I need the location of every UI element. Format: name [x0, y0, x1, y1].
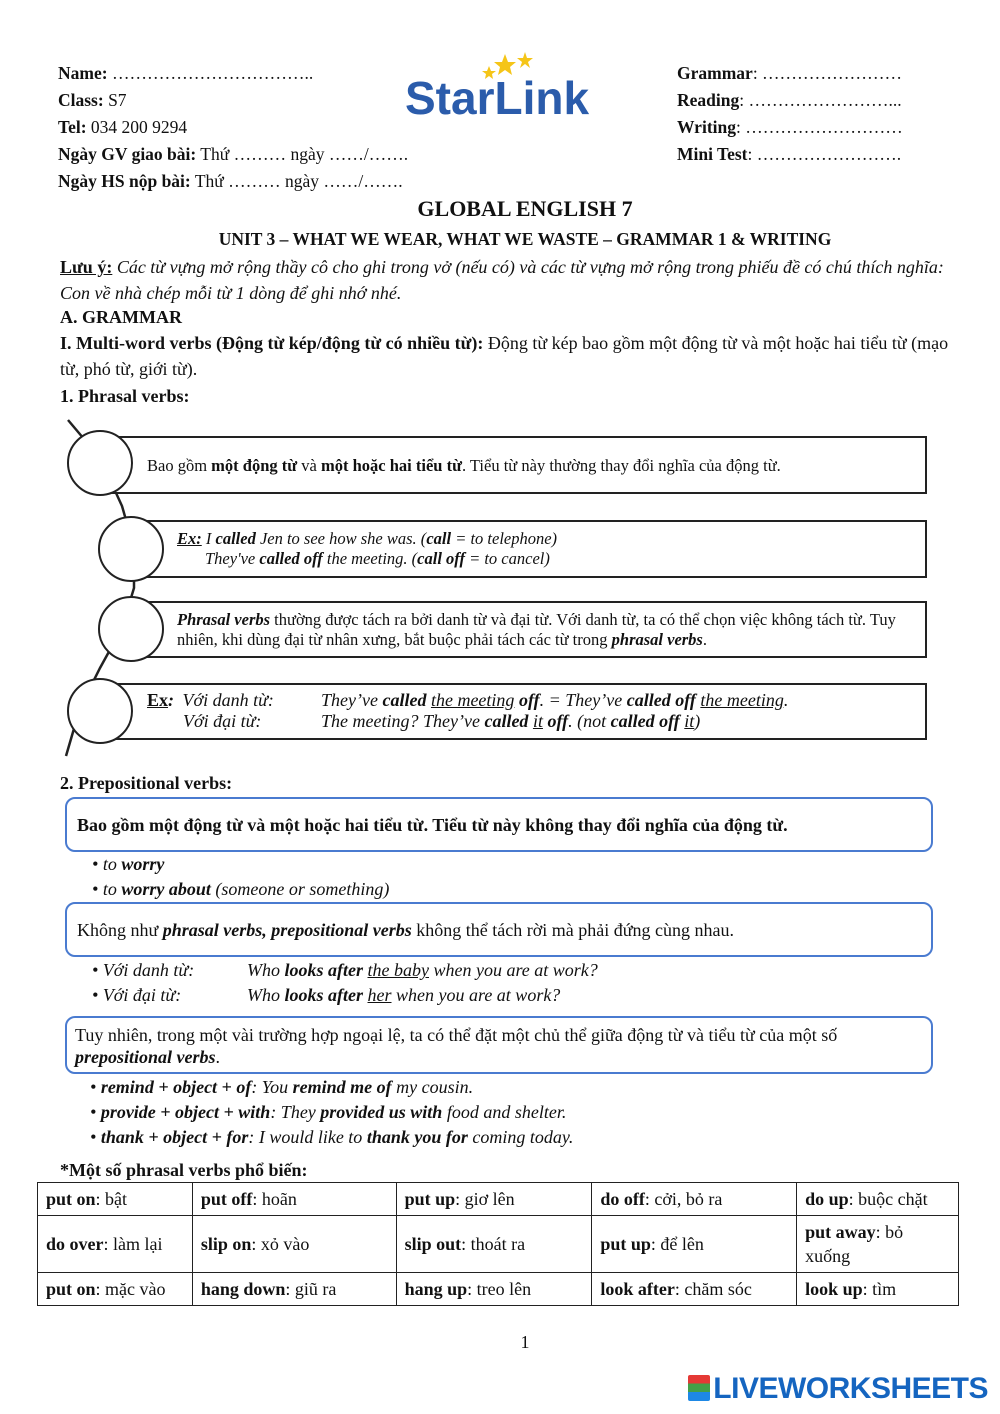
table-cell: put up: để lên — [592, 1216, 797, 1273]
table-cell: put off: hoãn — [192, 1183, 396, 1216]
table-cell: do off: cởi, bỏ ra — [592, 1183, 797, 1216]
page-number: 1 — [520, 1332, 530, 1352]
table-cell: look up: tìm — [797, 1273, 959, 1306]
table-cell: do up: buộc chặt — [797, 1183, 959, 1216]
prep-definition-box: Bao gồm một động từ và một hoặc hai tiểu từ. Tiểu từ này không thay đổi nghĩa của động từ. — [65, 797, 933, 852]
tel-field: Tel: 034 200 9294 — [58, 117, 188, 137]
logo-text: StarLink — [405, 72, 590, 124]
prep-exception-box: Tuy nhiên, trong một vài trường hợp ngoại lệ, ta có thể đặt một chủ thể giữa động từ và tiểu từ của một số prepositional verbs. — [65, 1016, 933, 1074]
phrasal-definition-box: Bao gồm một động từ và một hoặc hai tiểu từ. Tiểu từ này thường thay đổi nghĩa của động từ. — [103, 436, 927, 494]
phrasal-example-box: Ex: I called Jen to see how she was. (call = to telephone) They've called off the meeting. (call off = to cancel) — [135, 520, 927, 578]
starlink-logo — [405, 52, 635, 127]
reading-score: Reading: ……………………... — [677, 90, 902, 110]
multiword-verbs-paragraph: I. Multi-word verbs (Động từ kép/động từ có nhiều từ): Động từ kép bao gồm một động từ và một hoặc hai tiểu từ (mạo từ, phó từ, giới từ). — [60, 333, 949, 379]
table-cell: slip out: thoát ra — [396, 1216, 592, 1273]
table-row — [38, 1183, 959, 1216]
hs-date-field: Ngày HS nộp bài: Thứ ……… ngày ……/……. — [58, 171, 403, 191]
list-item: • Với đại từ: Who looks after her when you are at work? — [92, 985, 561, 1005]
minitest-score: Mini Test: ……………………. — [677, 144, 902, 164]
diagram-circle — [67, 430, 133, 496]
list-item: • thank + object + for: I would like to thank you for coming today. — [90, 1127, 574, 1147]
prep-inseparable-box: Không như phrasal verbs, prepositional verbs không thể tách rời mà phải đứng cùng nhau. — [65, 902, 933, 957]
table-cell: put up: giơ lên — [396, 1183, 592, 1216]
table-row — [38, 1216, 959, 1273]
name-field: Name: …………………………….. — [58, 63, 314, 83]
table-cell: hang up: treo lên — [396, 1273, 592, 1306]
phrasal-verbs-heading: 1. Phrasal verbs: — [60, 386, 190, 406]
list-item: • provide + object + with: They provided us with food and shelter. — [90, 1102, 567, 1122]
phrasal-pronoun-example-box: Ex: Với danh từ: They’ve called the meeting off. = They’ve called off the meeting. Với đại từ: The meeting? They’ve called it off. (not called off it) — [103, 683, 927, 740]
list-item: • to worry about (someone or something) — [92, 879, 390, 899]
table-cell: put on: bật — [38, 1183, 193, 1216]
class-field: Class: S7 — [58, 90, 127, 110]
diagram-circle — [98, 516, 164, 582]
table-cell: put away: bỏ xuống — [797, 1216, 959, 1273]
grammar-score: Grammar: …………………… — [677, 63, 903, 83]
phrasal-separation-box: Phrasal verbs thường được tách ra bởi danh từ và đại từ. Với danh từ, ta có thể chọn việc không tách từ. Tuy nhiên, khi dùng đại từ nhân xưng, bắt buộc phải tách các từ trong phrasal verbs. — [135, 601, 927, 658]
table-cell: put on: mặc vào — [38, 1273, 193, 1306]
star-icon — [517, 52, 533, 68]
table-row — [38, 1273, 959, 1306]
liveworksheets-watermark[interactable]: LIVEWORKSHEETS — [688, 1372, 988, 1406]
list-item: • to worry — [92, 854, 165, 874]
prepositional-verbs-heading: 2. Prepositional verbs: — [60, 773, 233, 793]
table-cell: hang down: giũ ra — [192, 1273, 396, 1306]
note-paragraph: Lưu ý: Các từ vựng mở rộng thầy cô cho ghi trong vở (nếu có) và các từ vựng mở rộng trong phiếu đề có chú thích nghĩa: Con về nhà chép mỗi từ 1 dòng để ghi nhớ nhé. — [60, 257, 944, 303]
writing-score: Writing: ……………………… — [677, 117, 903, 137]
diagram-circle — [67, 678, 133, 744]
page-title: GLOBAL ENGLISH 7 — [417, 196, 633, 221]
diagram-circle — [98, 596, 164, 662]
liveworksheets-logo-icon — [688, 1375, 710, 1401]
table-cell: do over: làm lại — [38, 1216, 193, 1273]
common-phrasal-heading: *Một số phrasal verbs phổ biến: — [60, 1160, 308, 1180]
list-item: • remind + object + of: You remind me of my cousin. — [90, 1077, 474, 1097]
table-cell: look after: chăm sóc — [592, 1273, 797, 1306]
gv-date-field: Ngày GV giao bài: Thứ ……… ngày ……/……. — [58, 144, 409, 164]
section-a-heading: A. GRAMMAR — [60, 307, 182, 327]
unit-subtitle: UNIT 3 – WHAT WE WEAR, WHAT WE WASTE – GRAMMAR 1 & WRITING — [218, 229, 832, 249]
list-item: • Với danh từ: Who looks after the baby when you are at work? — [92, 960, 598, 980]
table-cell: slip on: xỏ vào — [192, 1216, 396, 1273]
phrasal-verbs-table — [37, 1182, 959, 1306]
